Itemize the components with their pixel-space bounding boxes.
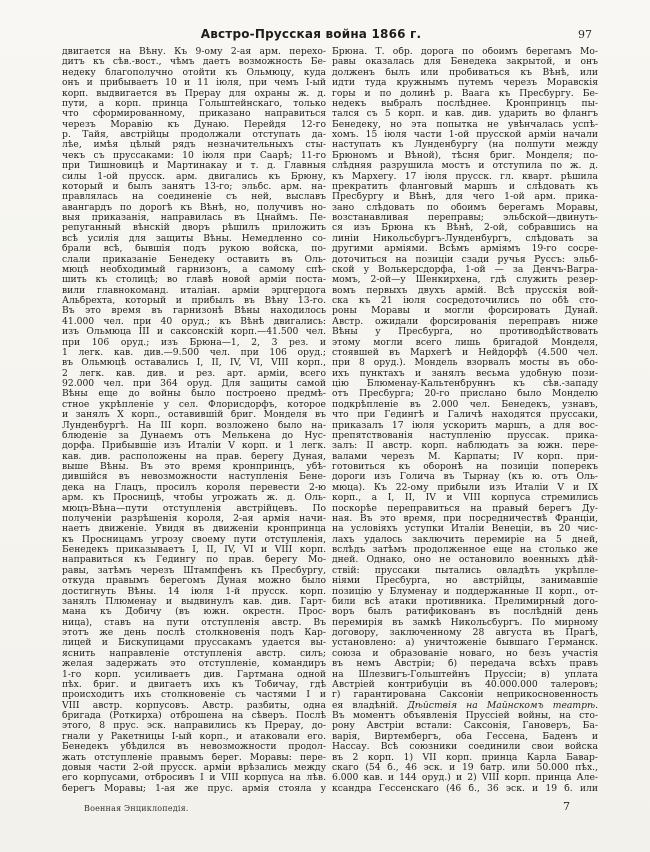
text-line: доточиться на позиціи сзади ручья Руссъ: эльб-	[332, 254, 598, 265]
text-line: шить къ столицѣ; во главѣ новой арміи поста-	[62, 275, 326, 286]
text-line: мюцѣ необходимый гарнизонъ, а самому спѣ-	[62, 264, 326, 275]
text-line: его корпусами, отбросивъ I и VIII корпуса на лѣв.	[62, 773, 326, 784]
text-line: линіи Никольсбургъ-Лунденбургъ, слѣдовать за	[332, 233, 598, 244]
text-line: къ Просницамъ угрозу своему пути отступленія,	[62, 534, 326, 545]
text-line: брали всѣ, бывшія подъ рукою войска, по-	[62, 244, 326, 255]
text-line: мюца). Къ 22-ому прибыли изъ Италіи V и IX	[332, 482, 598, 493]
text-line: что при Гедингѣ и Галичѣ находятся пруссаки,	[332, 410, 598, 421]
text-line: происходитъ ихъ столкновеніе съ частями I и	[62, 690, 326, 701]
text-line: мюцъ-Вѣна—пути отступленія австрійцевъ. По	[62, 503, 326, 514]
text-line: ница), ставъ на пути отступленія австр. Въ	[62, 617, 326, 628]
text-line: стное укрѣпленіе у сел. Флорисдорфъ, которое	[62, 399, 326, 410]
text-line: другими арміями. Всѣмъ арміямъ 19-го сосре-	[332, 244, 598, 255]
text-line: что сформированному, приказано направиться	[62, 109, 326, 120]
text-segment: ея владѣній.	[332, 700, 408, 711]
text-line: яснить направленіе отступленія австр. силъ;	[62, 648, 326, 659]
publication-footer-label: Военная Энциклопедія.	[84, 804, 189, 813]
text-line: прекратить фланговый маршъ и слѣдовать къ	[332, 181, 598, 192]
text-line: блюденіе за Дунаемъ отъ Мелькена до Нус-	[62, 430, 326, 441]
text-line: союза и образованіе новаго, но безъ участія	[332, 648, 598, 659]
text-line: наетъ движеніе. Увидя въ движеніи кронпринца	[62, 524, 326, 535]
text-line: перемирія въ замкѣ Никольсбургъ. По мирному	[332, 617, 598, 628]
text-line: 2 легк. кав. див. и рез. арт. арміи, всего	[62, 368, 326, 379]
sheet-number: 7	[563, 800, 570, 813]
text-column-left	[62, 47, 326, 794]
text-line: желая задержать это отступленіе, командиръ	[62, 659, 326, 670]
text-line: 1 легк. кав. див.—9.500 чел. при 106 оруд.;	[62, 347, 326, 358]
text-line: ксандра Гессенскаго (46 б., 36 эск. и 19 б. или	[332, 783, 598, 794]
text-line: и занялъ X корп., оставившій бриг. Монделя въ	[62, 410, 326, 421]
text-line: зано слѣдовать по обоимъ берегамъ Моравы,	[332, 202, 598, 213]
text-line: мана къ Добичу (въ южн. окрестн. Прос-	[62, 607, 326, 618]
text-line: готовиться къ оборонѣ на позиціи поперекъ	[332, 462, 598, 472]
text-line: р. Тайя, австрійцы продолжали отступать да-	[62, 130, 326, 140]
text-line	[332, 701, 598, 711]
text-line: лахъ удалось заключить перемиріе на 5 дней,	[332, 534, 598, 545]
text-line: горы и по долинѣ р. Ваага къ Пресбургу. Бе-	[332, 88, 598, 99]
text-line: пѣх. бриг. и двигаетъ ихъ къ Тобичау, гдѣ	[62, 679, 326, 690]
text-line: скаго (54 б., 46 эск. и 19 батр. или 50.000 пѣх.,	[332, 762, 598, 773]
text-line: Лунденбургѣ. На III корп. возложено было на-	[62, 420, 326, 431]
text-line: лѣе, имѣя цѣлый рядъ незначительныхъ сты-	[62, 140, 326, 151]
text-line: долженъ былъ или пробиваться къ Вѣнѣ, или	[332, 67, 598, 78]
text-line: бригада (Роткирха) отброшена на сѣверъ. Послѣ	[62, 711, 326, 721]
text-line: воръ былъ ратификованъ въ послѣдній день	[332, 607, 598, 618]
text-line: Австріей контрибуціи въ 40.000.000 талеровъ;	[332, 679, 598, 690]
text-line: изъ Ольмюца III и саксонскій корп.—41.500 чел.	[62, 327, 326, 338]
text-line: направиться къ Гедингу по прав. берегу Мо-	[62, 555, 326, 566]
text-line: били всѣ атаки противника. Прелимирный дого-	[332, 596, 598, 607]
text-line: отъ Пресбурга; 20-го прислано было Монделю	[332, 389, 598, 400]
text-line: Въ моментъ объявленія Пруссіей войны, на сто-	[332, 711, 598, 721]
page-number: 97	[578, 28, 592, 41]
text-line: откуда правымъ берегомъ Дуная можно было	[62, 576, 326, 587]
text-line: препятствованія наступленію пруссак. прика-	[332, 430, 598, 441]
text-line: Вѣны еще до войны было построено предмѣ-	[62, 389, 326, 400]
text-line: берегъ Моравы; 1-ая же прус. армія стояла у	[62, 783, 326, 794]
text-line: дека на Глацъ, просилъ короля перевести 2-ю	[62, 482, 326, 493]
text-line: ихъ пунктахъ и занялъ весьма удобную пози-	[332, 368, 598, 379]
text-line: занялъ Плюменау и выдвинулъ кав. див. Гарт-	[62, 596, 326, 607]
text-line: возстанавливая переправы; эльбской—двинуть-	[332, 213, 598, 223]
text-line: варія, Виртембергъ, оба Гессена, Баденъ и	[332, 731, 598, 742]
text-line: правлялась на соединеніе съ ней, выславъ	[62, 192, 326, 203]
text-line: на условіяхъ уступки Италіи Венеціи, въ 20 чис-	[332, 524, 598, 535]
text-line: корп. выдвигается въ Прерау для охраны ж. д.	[62, 88, 326, 99]
text-line: пути, а корп. принца Гольштейнскаго, только	[62, 98, 326, 109]
text-line: ніями Пресбурга, но австрійцы, занимавшіе	[332, 576, 598, 587]
text-line: при 106 оруд.; изъ Брюна—1, 2, 3 рез. и	[62, 337, 326, 348]
text-line: хомъ. 15 іюля части 1-ой прусской арміи начали	[332, 130, 598, 140]
text-line: этому могли всего лишь бригадой Монделя,	[332, 337, 598, 348]
text-line: ской у Волькерсдорфа, 1-ой — за Денчъ-Вагра-	[332, 264, 598, 275]
text-line: недекъ выбралъ послѣднее. Кронпринцъ пы-	[332, 98, 598, 109]
text-line: этого, 8 прус. эск. направились къ Прерау, до-	[62, 721, 326, 732]
text-line: при Тишновицѣ и Мартинакау и т. д. Главныя	[62, 161, 326, 172]
text-line: цію Блюменау-Кальтенбруннъ къ сѣв.-западу	[332, 379, 598, 389]
text-line: роны Моравы и могли форсировать Дунай.	[332, 306, 598, 317]
text-line: ска къ 21 іюля сосредоточились по обѣ сто-	[332, 296, 598, 306]
text-line: вили главнокоманд. италіан. арміи эрцгерцога	[62, 285, 326, 296]
text-line: чекъ съ пруссаками: 10 іюля при Саарѣ; 11-го	[62, 150, 326, 161]
text-line: въ 2 корп. 1) VII корп. принца Карла Бавар-	[332, 752, 598, 763]
text-line: приказалъ 17 іюля ускорить маршъ, а для вос-	[332, 420, 598, 431]
text-line: выя приказанія, направилась въ Цнаймъ. Пе-	[62, 213, 326, 223]
text-line: достигнуть Вѣны. 14 іюля 1-й прусск. корп.	[62, 586, 326, 597]
run-in-heading: Дѣйствія на Майнскомъ театрѣ.	[407, 700, 598, 711]
text-line: авангардъ по дорогѣ къ Вѣнѣ, но, получивъ но-	[62, 202, 326, 213]
text-line: Бенедеку, но эта попытка не увѣнчалась успѣ-	[332, 119, 598, 130]
text-line: дороги изъ Голича въ Тырнау (къ ю. отъ Оль-	[332, 472, 598, 483]
text-column-right	[332, 47, 598, 794]
text-line: слѣдняя разрушила мостъ и отступила по ж. д.	[332, 161, 598, 172]
article-running-title: Австро-Прусская война 1866 г.	[200, 27, 422, 41]
text-line: всѣ усилія для защиты Вѣны. Немедленно со-	[62, 233, 326, 244]
text-line: онъ и прибываетъ 10 и 11 іюля, при чемъ I-ый	[62, 78, 326, 89]
text-line: ная. Въ это время, при посредничествѣ Франціи,	[332, 513, 598, 524]
text-line: идти туда кружнымъ путемъ черезъ Моравскія	[332, 78, 598, 89]
text-line: корп., а I, II, IV и VIII корпуса стремились	[332, 493, 598, 504]
text-line: къ Мархегу. 17 іюля прусск. гл. кварт. рѣшила	[332, 171, 598, 182]
text-line: двигается на Вѣну. Къ 9-ому 2-ая арм. перехо-	[62, 47, 326, 57]
text-line: дней. Однако, оно не остановило военныхъ дѣй-	[332, 555, 598, 566]
text-line: ся изъ Брюна къ Вѣнѣ, 2-ой, собравшись на	[332, 223, 598, 234]
text-line: подкрѣпленіе въ 2.000 чел. Бенедекъ, узнавъ,	[332, 399, 598, 410]
text-line: рону Австріи встали: Саксонія, Гановеръ, Ба-	[332, 721, 598, 732]
text-line: равы оказалась для Бенедека закрытой, и онъ	[332, 57, 598, 68]
text-line: при 8 оруд.). Мондель взорвалъ мосты въ обо-	[332, 358, 598, 369]
text-line: поскорѣе переправиться на правый берегъ Ду-	[332, 503, 598, 514]
text-line: установлено: а) уничтоженіе бывшаго Германск.	[332, 638, 598, 649]
text-line: лицей и Бискупицами пруссакамъ удается вы-	[62, 638, 326, 649]
text-line: на Шлезвигъ-Гольштейнъ Пруссіи; в) уплата	[332, 669, 598, 680]
text-line: Альбрехта, который и прибылъ въ Вѣну 13-го.	[62, 296, 326, 306]
text-line: выше Вѣны. Въ это время кронпринцъ, убѣ-	[62, 462, 326, 472]
text-line: VIII австр. корпусовъ. Австр. разбиты, одна	[62, 700, 326, 711]
text-line: черезъ Моравію къ Дунаю. Перейдя 12-го	[62, 119, 326, 130]
text-line: арм. къ Просницѣ, чтобы угрожать ж. д. Оль-	[62, 493, 326, 504]
text-line: силы 1-ой прусск. арм. двигались къ Брюну,	[62, 171, 326, 182]
text-line: Въ это время въ гарнизонѣ Вѣны находилось	[62, 306, 326, 317]
text-line: вслѣдъ затѣмъ продолженное еще на столько же	[332, 545, 598, 555]
text-line: Бенедекъ приказываетъ I, II, IV, VI и VIII корп.	[62, 545, 326, 555]
text-line: дитъ къ сѣв.-вост., чѣмъ даетъ возможность Бе-	[62, 57, 326, 68]
text-line: недеку благополучно отойти къ Ольмюцу, куда	[62, 67, 326, 78]
text-line: момъ, 2-ой—у Шенкирхена, гдѣ служить резер-	[332, 275, 598, 286]
text-line: позицію у Блуменау и поддержанные II корп., от-	[332, 586, 598, 597]
text-line: залъ: II австр. корп. наблюдать за южн. пере-	[332, 441, 598, 452]
text-line: г) гарантирована Саксоніи неприкосновенность	[332, 690, 598, 701]
text-line: который и былъ занятъ 13-го; эльбс. арм. на-	[62, 181, 326, 192]
text-line: Брюномъ и Вѣной), тѣсня бриг. Монделя; по-	[332, 150, 598, 161]
text-line: договору, заключенному 28 августа въ Прагѣ,	[332, 628, 598, 638]
text-line: 6.000 кав. и 144 оруд.) и 2) VIII корп. принца Але-	[332, 773, 598, 784]
text-line: ствій: пруссаки пытались овладѣть укрѣпле-	[332, 565, 598, 576]
text-line: этотъ же день послѣ столкновенія подъ Кар-	[62, 628, 326, 638]
text-line: 41.000 чел. при 40 оруд.; къ Вѣнѣ двигались:	[62, 316, 326, 327]
text-line: валами черезъ М. Карпаты; IV корп. при-	[332, 451, 598, 462]
text-line: Пресбургу и Вѣнѣ, для чего 1-ой арм. прика-	[332, 192, 598, 203]
text-line: наступать къ Лунденбургу (на полпути между	[332, 140, 598, 151]
text-line: кав. див. расположены на прав. берегу Дуная,	[62, 451, 326, 462]
text-line: Бенедекъ убѣдился въ невозможности продол-	[62, 742, 326, 753]
text-line: стоявшей въ Мархегѣ и Нейдорфѣ (4.500 чел.	[332, 347, 598, 358]
text-line: жать отступленіе правымъ берег. Моравы: пере-	[62, 752, 326, 763]
text-line: въ немъ Австріи; б) передача всѣхъ правъ	[332, 659, 598, 670]
text-line: довыя части 2-ой прусск. арміи врѣзались между	[62, 762, 326, 773]
text-line: вомъ первыхъ двухъ армій. Всѣ прусскія вой-	[332, 285, 598, 296]
text-line: дившійся въ невозможности наступленія Бене-	[62, 472, 326, 483]
text-line: гнали у Ракетницы I-ый корп., и атаковали его.	[62, 731, 326, 742]
text-line: репуганный вѣнскій дворъ рѣшилъ приложить	[62, 223, 326, 234]
text-line: Австр. ожидали форсированія переправъ ниже	[332, 316, 598, 327]
text-line: 1-го корп. усиливаетъ див. Гартмана одной	[62, 669, 326, 680]
text-line: Брюна. Т. обр. дорога по обоимъ берегамъ Мо-	[332, 47, 598, 57]
text-line: Нассау. Всѣ союзники соединили свои войска	[332, 742, 598, 753]
text-line: тался съ 5 корп. и кав. див. ударить во флангъ	[332, 109, 598, 120]
text-line: дорфа. Прибывшіе изъ Италіи V корп. и 1 легк.	[62, 441, 326, 452]
text-line: слали приказаніе Бенедеку оставить въ Оль-	[62, 254, 326, 265]
text-line: равы, затѣмъ черезъ Штампфенъ къ Пресбургу,	[62, 565, 326, 576]
text-line: въ Ольмюцѣ оставались I, II, IV, VI, VIII корп.,	[62, 358, 326, 369]
text-line: 92.000 чел. при 364 оруд. Для защиты самой	[62, 379, 326, 389]
text-line: Вѣны у Пресбурга, но противодѣйствовать	[332, 327, 598, 338]
text-line: полученіи разрѣшенія короля, 2-ая армія начи-	[62, 513, 326, 524]
